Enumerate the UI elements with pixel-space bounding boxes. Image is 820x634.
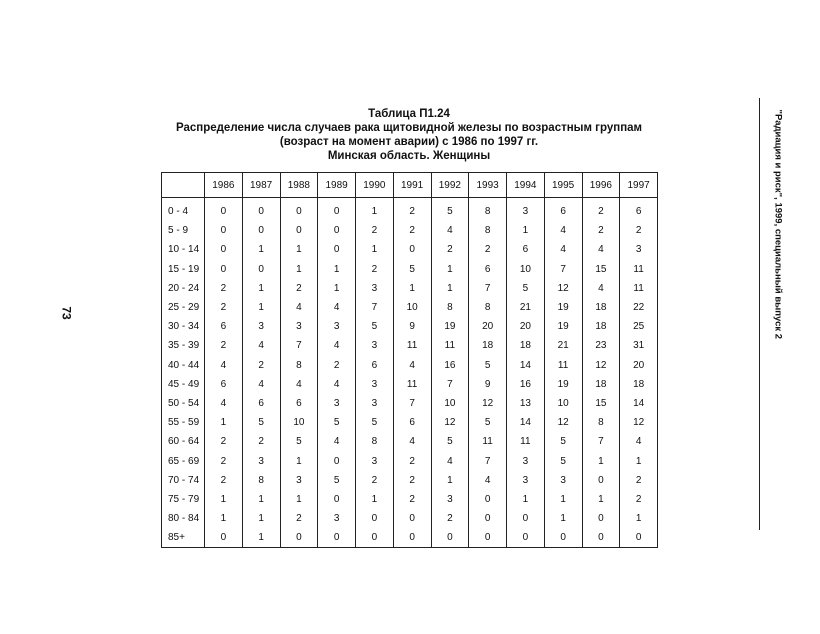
case-count-cell: 12	[582, 356, 620, 375]
case-count-cell: 0	[318, 221, 356, 240]
case-count-cell: 2	[620, 221, 658, 240]
case-count-cell: 0	[280, 528, 318, 548]
case-count-cell: 1	[356, 198, 394, 222]
case-count-cell: 0	[356, 509, 394, 528]
case-count-cell: 20	[469, 317, 507, 336]
case-count-cell: 2	[205, 432, 243, 451]
case-count-cell: 5	[469, 356, 507, 375]
case-count-cell: 8	[242, 471, 280, 490]
table-row	[162, 317, 658, 336]
case-count-cell: 0	[582, 509, 620, 528]
case-count-cell: 0	[205, 198, 243, 222]
table-row	[162, 298, 658, 317]
caption-line-3: Минская область. Женщины	[327, 150, 491, 162]
age-group-cell: 85+	[162, 528, 205, 548]
case-count-cell: 8	[469, 221, 507, 240]
case-count-cell: 4	[318, 298, 356, 317]
case-count-cell: 4	[318, 432, 356, 451]
case-count-cell: 1	[242, 298, 280, 317]
year-header: 1990	[356, 173, 394, 198]
case-count-cell: 22	[620, 298, 658, 317]
case-count-cell: 31	[620, 336, 658, 355]
case-count-cell: 2	[205, 279, 243, 298]
year-header: 1988	[280, 173, 318, 198]
case-count-cell: 0	[318, 528, 356, 548]
case-count-cell: 7	[544, 260, 582, 279]
case-count-cell: 8	[582, 413, 620, 432]
case-count-cell: 4	[280, 375, 318, 394]
case-count-cell: 1	[356, 490, 394, 509]
case-count-cell: 0	[544, 528, 582, 548]
case-count-cell: 3	[431, 490, 469, 509]
case-count-cell: 1	[431, 260, 469, 279]
table-row	[162, 394, 658, 413]
table-row	[162, 528, 658, 548]
case-count-cell: 2	[242, 356, 280, 375]
case-count-cell: 12	[469, 394, 507, 413]
case-count-cell: 19	[431, 317, 469, 336]
case-count-cell: 25	[620, 317, 658, 336]
case-count-cell: 4	[318, 375, 356, 394]
case-count-cell: 5	[318, 413, 356, 432]
case-count-cell: 0	[205, 240, 243, 259]
case-count-cell: 19	[544, 298, 582, 317]
case-count-cell: 4	[393, 432, 431, 451]
case-count-cell: 1	[507, 490, 545, 509]
case-count-cell: 5	[356, 413, 394, 432]
case-count-cell: 2	[620, 490, 658, 509]
case-count-cell: 3	[544, 471, 582, 490]
case-count-cell: 1	[507, 221, 545, 240]
case-count-cell: 0	[318, 490, 356, 509]
case-count-cell: 1	[280, 240, 318, 259]
table-caption	[160, 107, 658, 163]
case-count-cell: 0	[582, 471, 620, 490]
case-count-cell: 10	[280, 413, 318, 432]
case-count-cell: 4	[242, 336, 280, 355]
case-count-cell: 3	[356, 394, 394, 413]
table-row	[162, 432, 658, 451]
case-count-cell: 19	[544, 375, 582, 394]
age-group-cell: 65 - 69	[162, 451, 205, 470]
case-count-cell: 6	[620, 198, 658, 222]
case-count-cell: 5	[469, 413, 507, 432]
table-row	[162, 356, 658, 375]
age-group-cell: 80 - 84	[162, 509, 205, 528]
case-count-cell: 13	[507, 394, 545, 413]
case-count-cell: 2	[582, 198, 620, 222]
age-group-cell: 50 - 54	[162, 394, 205, 413]
age-group-cell: 60 - 64	[162, 432, 205, 451]
case-count-cell: 0	[507, 528, 545, 548]
caption-line-2: (возраст на момент аварии) с 1986 по 1997 гг.	[279, 136, 539, 148]
age-group-cell: 25 - 29	[162, 298, 205, 317]
case-count-cell: 4	[469, 471, 507, 490]
case-count-cell: 0	[242, 260, 280, 279]
case-count-cell: 0	[393, 240, 431, 259]
case-count-cell: 10	[544, 394, 582, 413]
case-count-cell: 3	[620, 240, 658, 259]
case-count-cell: 16	[507, 375, 545, 394]
case-count-cell: 3	[356, 279, 394, 298]
case-count-cell: 3	[242, 317, 280, 336]
data-table	[161, 172, 658, 548]
case-count-cell: 0	[280, 198, 318, 222]
age-group-cell: 15 - 19	[162, 260, 205, 279]
table-number: Таблица П1.24	[368, 108, 450, 120]
case-count-cell: 2	[318, 356, 356, 375]
case-count-cell: 8	[280, 356, 318, 375]
case-count-cell: 18	[582, 317, 620, 336]
year-header: 1995	[544, 173, 582, 198]
case-count-cell: 2	[242, 432, 280, 451]
case-count-cell: 1	[205, 413, 243, 432]
case-count-cell: 4	[620, 432, 658, 451]
case-count-cell: 18	[582, 298, 620, 317]
case-count-cell: 0	[582, 528, 620, 548]
case-count-cell: 6	[280, 394, 318, 413]
case-count-cell: 1	[280, 451, 318, 470]
case-count-cell: 5	[431, 432, 469, 451]
case-count-cell: 3	[507, 471, 545, 490]
case-count-cell: 0	[242, 221, 280, 240]
table-row	[162, 198, 658, 222]
case-count-cell: 6	[205, 317, 243, 336]
case-count-cell: 12	[544, 279, 582, 298]
case-count-cell: 2	[205, 298, 243, 317]
year-header: 1987	[242, 173, 280, 198]
corner-cell	[162, 173, 205, 198]
age-group-cell: 30 - 34	[162, 317, 205, 336]
case-count-cell: 10	[393, 298, 431, 317]
case-count-cell: 4	[393, 356, 431, 375]
case-count-cell: 1	[280, 260, 318, 279]
case-count-cell: 0	[318, 240, 356, 259]
age-group-cell: 40 - 44	[162, 356, 205, 375]
case-count-cell: 18	[620, 375, 658, 394]
case-count-cell: 15	[582, 394, 620, 413]
case-count-cell: 3	[318, 394, 356, 413]
case-count-cell: 19	[544, 317, 582, 336]
case-count-cell: 1	[318, 279, 356, 298]
case-count-cell: 6	[242, 394, 280, 413]
case-count-cell: 0	[205, 260, 243, 279]
case-count-cell: 2	[431, 240, 469, 259]
case-count-cell: 12	[544, 413, 582, 432]
header-row	[162, 173, 658, 198]
case-count-cell: 5	[507, 279, 545, 298]
case-count-cell: 7	[582, 432, 620, 451]
case-count-cell: 7	[469, 279, 507, 298]
case-count-cell: 0	[318, 198, 356, 222]
case-count-cell: 0	[393, 528, 431, 548]
year-header: 1997	[620, 173, 658, 198]
case-count-cell: 8	[431, 298, 469, 317]
case-count-cell: 14	[507, 413, 545, 432]
case-count-cell: 8	[469, 298, 507, 317]
case-count-cell: 3	[507, 451, 545, 470]
case-count-cell: 10	[431, 394, 469, 413]
case-count-cell: 0	[242, 198, 280, 222]
case-count-cell: 2	[393, 490, 431, 509]
case-count-cell: 1	[242, 528, 280, 548]
case-count-cell: 11	[544, 356, 582, 375]
case-count-cell: 8	[469, 198, 507, 222]
age-group-cell: 35 - 39	[162, 336, 205, 355]
case-count-cell: 1	[280, 490, 318, 509]
table-row	[162, 336, 658, 355]
table-row	[162, 451, 658, 470]
case-count-cell: 7	[469, 451, 507, 470]
case-count-cell: 3	[356, 375, 394, 394]
year-header: 1994	[507, 173, 545, 198]
case-count-cell: 5	[544, 432, 582, 451]
case-count-cell: 7	[356, 298, 394, 317]
case-count-cell: 2	[393, 471, 431, 490]
case-count-cell: 4	[205, 394, 243, 413]
case-count-cell: 1	[242, 240, 280, 259]
case-count-cell: 1	[242, 509, 280, 528]
case-count-cell: 23	[582, 336, 620, 355]
case-count-cell: 2	[205, 451, 243, 470]
age-group-cell: 0 - 4	[162, 198, 205, 222]
table-row	[162, 221, 658, 240]
case-count-cell: 11	[393, 336, 431, 355]
case-count-cell: 1	[356, 240, 394, 259]
case-count-cell: 11	[469, 432, 507, 451]
case-count-cell: 4	[582, 279, 620, 298]
case-count-cell: 1	[205, 490, 243, 509]
case-count-cell: 2	[582, 221, 620, 240]
case-count-cell: 5	[280, 432, 318, 451]
case-count-cell: 1	[318, 260, 356, 279]
case-count-cell: 0	[469, 509, 507, 528]
table-row	[162, 279, 658, 298]
case-count-cell: 11	[620, 260, 658, 279]
age-group-cell: 70 - 74	[162, 471, 205, 490]
case-count-cell: 0	[205, 528, 243, 548]
age-group-cell: 45 - 49	[162, 375, 205, 394]
case-count-cell: 6	[205, 375, 243, 394]
case-count-cell: 14	[507, 356, 545, 375]
case-count-cell: 2	[620, 471, 658, 490]
case-count-cell: 18	[582, 375, 620, 394]
table-body	[162, 198, 658, 548]
year-header: 1993	[469, 173, 507, 198]
table-row	[162, 260, 658, 279]
case-count-cell: 3	[280, 317, 318, 336]
case-count-cell: 4	[544, 240, 582, 259]
case-count-cell: 2	[469, 240, 507, 259]
case-count-cell: 5	[431, 198, 469, 222]
year-header: 1992	[431, 173, 469, 198]
case-count-cell: 1	[393, 279, 431, 298]
case-count-cell: 4	[242, 375, 280, 394]
case-count-cell: 18	[507, 336, 545, 355]
case-count-cell: 2	[280, 279, 318, 298]
case-count-cell: 10	[507, 260, 545, 279]
case-count-cell: 1	[431, 471, 469, 490]
case-count-cell: 1	[431, 279, 469, 298]
case-count-cell: 2	[431, 509, 469, 528]
case-count-cell: 5	[318, 471, 356, 490]
running-header: "Радиация и риск", 1999, специальный выпуск 2	[772, 109, 784, 340]
case-count-cell: 2	[393, 198, 431, 222]
case-count-cell: 21	[507, 298, 545, 317]
case-count-cell: 0	[318, 451, 356, 470]
case-count-cell: 6	[544, 198, 582, 222]
case-count-cell: 1	[620, 509, 658, 528]
case-count-cell: 0	[507, 509, 545, 528]
case-count-cell: 1	[242, 279, 280, 298]
case-count-cell: 2	[356, 471, 394, 490]
case-count-cell: 21	[544, 336, 582, 355]
case-count-cell: 20	[507, 317, 545, 336]
case-count-cell: 1	[544, 490, 582, 509]
case-count-cell: 0	[393, 509, 431, 528]
case-count-cell: 0	[469, 528, 507, 548]
table-row	[162, 413, 658, 432]
case-count-cell: 5	[242, 413, 280, 432]
case-count-cell: 6	[507, 240, 545, 259]
year-header: 1989	[318, 173, 356, 198]
case-count-cell: 11	[507, 432, 545, 451]
margin-rule	[759, 98, 760, 530]
case-count-cell: 0	[469, 490, 507, 509]
case-count-cell: 20	[620, 356, 658, 375]
case-count-cell: 5	[393, 260, 431, 279]
case-count-cell: 3	[356, 451, 394, 470]
case-count-cell: 2	[280, 509, 318, 528]
case-count-cell: 2	[205, 336, 243, 355]
case-count-cell: 3	[280, 471, 318, 490]
table-row	[162, 240, 658, 259]
case-count-cell: 2	[393, 451, 431, 470]
case-count-cell: 16	[431, 356, 469, 375]
case-count-cell: 2	[356, 260, 394, 279]
case-count-cell: 1	[582, 490, 620, 509]
case-count-cell: 6	[469, 260, 507, 279]
case-count-cell: 4	[431, 221, 469, 240]
case-count-cell: 7	[393, 394, 431, 413]
case-count-cell: 4	[205, 356, 243, 375]
case-count-cell: 5	[544, 451, 582, 470]
case-count-cell: 18	[469, 336, 507, 355]
year-header: 1996	[582, 173, 620, 198]
case-count-cell: 4	[544, 221, 582, 240]
case-count-cell: 12	[431, 413, 469, 432]
year-header: 1991	[393, 173, 431, 198]
case-count-cell: 1	[242, 490, 280, 509]
case-count-cell: 0	[431, 528, 469, 548]
table-row	[162, 375, 658, 394]
case-count-cell: 3	[318, 317, 356, 336]
age-group-cell: 20 - 24	[162, 279, 205, 298]
case-count-cell: 3	[356, 336, 394, 355]
case-count-cell: 15	[582, 260, 620, 279]
case-count-cell: 0	[205, 221, 243, 240]
case-count-cell: 12	[620, 413, 658, 432]
age-group-cell: 55 - 59	[162, 413, 205, 432]
case-count-cell: 2	[205, 471, 243, 490]
caption-line-1: Распределение числа случаев рака щитовидной железы по возрастным группам	[175, 122, 643, 134]
case-count-cell: 3	[507, 198, 545, 222]
case-count-cell: 8	[356, 432, 394, 451]
case-count-cell: 11	[620, 279, 658, 298]
table-row	[162, 490, 658, 509]
case-count-cell: 2	[356, 221, 394, 240]
case-count-cell: 4	[280, 298, 318, 317]
case-count-cell: 4	[582, 240, 620, 259]
table-row	[162, 509, 658, 528]
case-count-cell: 0	[356, 528, 394, 548]
case-count-cell: 3	[318, 509, 356, 528]
case-count-cell: 6	[393, 413, 431, 432]
age-group-cell: 75 - 79	[162, 490, 205, 509]
page-number: 73	[59, 306, 74, 320]
case-count-cell: 9	[469, 375, 507, 394]
case-count-cell: 0	[620, 528, 658, 548]
case-count-cell: 1	[205, 509, 243, 528]
table-row	[162, 471, 658, 490]
case-count-cell: 0	[280, 221, 318, 240]
case-count-cell: 3	[242, 451, 280, 470]
case-count-cell: 7	[280, 336, 318, 355]
case-count-cell: 6	[356, 356, 394, 375]
case-count-cell: 9	[393, 317, 431, 336]
case-count-cell: 1	[620, 451, 658, 470]
case-count-cell: 11	[393, 375, 431, 394]
case-count-cell: 11	[431, 336, 469, 355]
case-count-cell: 1	[582, 451, 620, 470]
year-header: 1986	[205, 173, 243, 198]
age-group-cell: 10 - 14	[162, 240, 205, 259]
case-count-cell: 1	[544, 509, 582, 528]
case-count-cell: 14	[620, 394, 658, 413]
case-count-cell: 4	[318, 336, 356, 355]
case-count-cell: 4	[431, 451, 469, 470]
case-count-cell: 2	[393, 221, 431, 240]
case-count-cell: 7	[431, 375, 469, 394]
case-count-cell: 5	[356, 317, 394, 336]
age-group-cell: 5 - 9	[162, 221, 205, 240]
